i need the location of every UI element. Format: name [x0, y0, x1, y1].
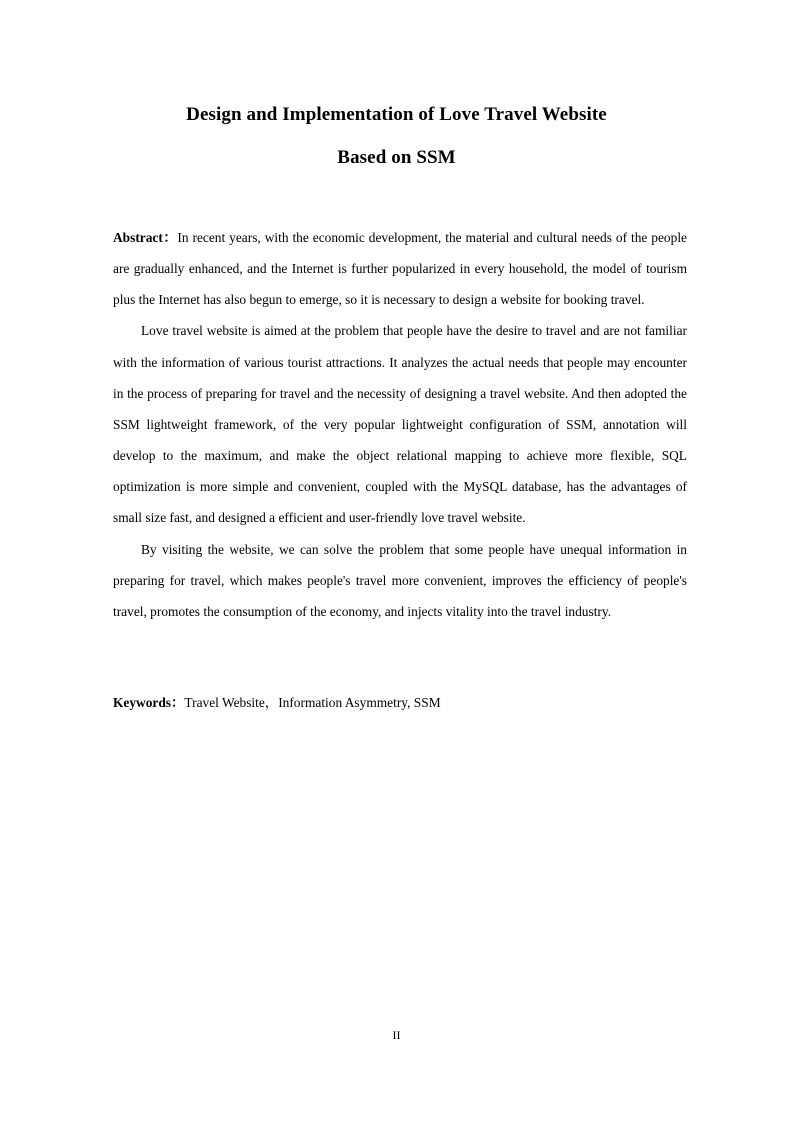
paper-title-line-2: Based on SSM — [337, 147, 456, 168]
abstract-paragraph-2: Love travel website is aimed at the problem that people have the desire to travel and are not familiar with the information of various tourist attractions. It analyzes the actual needs that people may encounter in the process of preparing for travel and the necessity of designing a travel website. And then adopted the SSM lightweight framework, of the very popular lightweight configuration of SSM, annotation will develop to the maximum, and make the object relational mapping to achieve more flexible, SQL optimization is more simple and convenient, coupled with the MySQL database, has the advantages of small size fast, and designed a efficient and user-friendly love travel website. — [113, 323, 687, 526]
abstract-section — [113, 222, 687, 627]
abstract-paragraph-1-text: In recent years, with the economic development, the material and cultural needs of the people are gradually enhanced, and the Internet is further popularized in every household, the model of tourism plus the Internet has also begun to emerge, so it is necessary to design a website for booking travel. — [113, 230, 687, 308]
page-number: II — [392, 1028, 401, 1042]
abstract-label: Abstract： — [113, 230, 178, 245]
keywords-text: Travel Website，Information Asymmetry, SSM — [184, 695, 441, 710]
paper-title-line-1: Design and Implementation of Love Travel Website — [186, 104, 607, 125]
keywords-line — [113, 691, 687, 715]
keywords-label: Keywords： — [113, 695, 185, 710]
abstract-paragraph-1 — [113, 222, 687, 315]
abstract-paragraph-3: By visiting the website, we can solve the problem that some people have unequal information in preparing for travel, which makes people's travel more convenient, improves the efficiency of people's travel, promotes the consumption of the economy, and injects vitality into the travel industry. — [113, 541, 687, 619]
